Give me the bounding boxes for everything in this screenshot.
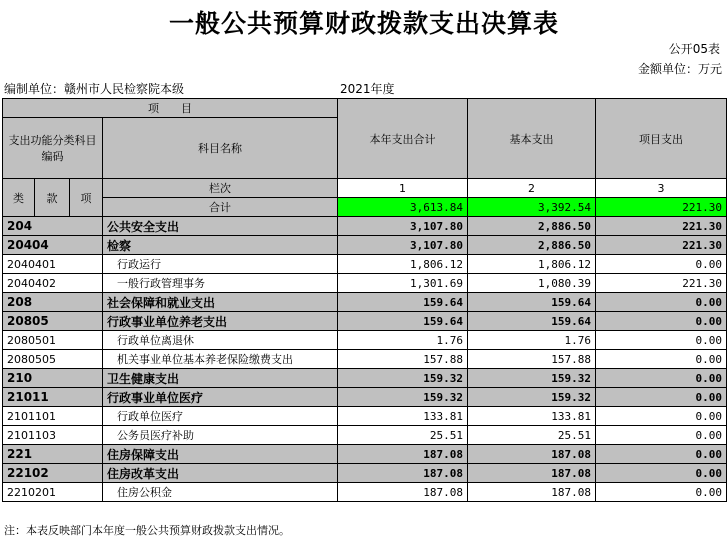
project-expenditure: 0.00 — [596, 369, 727, 388]
subject-code: 2040402 — [3, 274, 103, 293]
subject-name: 卫生健康支出 — [103, 369, 338, 388]
table-row — [3, 274, 727, 293]
table-row — [3, 369, 727, 388]
total-expenditure: 1.76 — [338, 331, 468, 350]
header-item: 项 目 — [3, 99, 338, 118]
subject-code: 2101101 — [3, 407, 103, 426]
total-expenditure: 159.64 — [338, 312, 468, 331]
subject-code: 204 — [3, 217, 103, 236]
total-value-1: 3,613.84 — [338, 198, 468, 217]
total-expenditure: 1,301.69 — [338, 274, 468, 293]
project-expenditure: 221.30 — [596, 217, 727, 236]
header-xiang: 项 — [70, 179, 103, 217]
compiling-unit: 编制单位：赣州市人民检察院本级 — [4, 82, 185, 96]
basic-expenditure: 1,080.39 — [468, 274, 596, 293]
table-row — [3, 388, 727, 407]
header-col-total: 本年支出合计 — [338, 99, 468, 179]
table-row — [3, 255, 727, 274]
project-expenditure: 0.00 — [596, 312, 727, 331]
subject-code: 20805 — [3, 312, 103, 331]
subject-name: 公务员医疗补助 — [103, 426, 338, 445]
total-expenditure: 187.08 — [338, 445, 468, 464]
header-kuan: 款 — [35, 179, 70, 217]
col-number-3: 3 — [596, 179, 727, 198]
col-number-2: 2 — [468, 179, 596, 198]
amount-unit: 金额单位：万元 — [637, 62, 722, 76]
table-row — [3, 217, 727, 236]
basic-expenditure: 157.88 — [468, 350, 596, 369]
project-expenditure: 0.00 — [596, 407, 727, 426]
subject-code: 20404 — [3, 236, 103, 255]
subject-name: 一般行政管理事务 — [103, 274, 338, 293]
basic-expenditure: 133.81 — [468, 407, 596, 426]
total-expenditure: 1,806.12 — [338, 255, 468, 274]
project-expenditure: 0.00 — [596, 445, 727, 464]
subject-name: 机关事业单位基本养老保险缴费支出 — [103, 350, 338, 369]
project-expenditure: 0.00 — [596, 388, 727, 407]
subject-code: 2040401 — [3, 255, 103, 274]
table-row — [3, 464, 727, 483]
subject-name: 行政单位医疗 — [103, 407, 338, 426]
basic-expenditure: 187.08 — [468, 445, 596, 464]
subject-code: 208 — [3, 293, 103, 312]
total-value-3: 221.30 — [596, 198, 727, 217]
col-number-1: 1 — [338, 179, 468, 198]
form-number: 公开05表 — [668, 42, 720, 56]
project-expenditure: 0.00 — [596, 255, 727, 274]
header-func-code: 支出功能分类科目编码 — [3, 118, 103, 179]
subject-name: 公共安全支出 — [103, 217, 338, 236]
subject-code: 210 — [3, 369, 103, 388]
subject-name: 行政事业单位养老支出 — [103, 312, 338, 331]
total-expenditure: 159.32 — [338, 388, 468, 407]
table-row — [3, 331, 727, 350]
footnote: 注：本表反映部门本年度一般公共预算财政拨款支出情况。 — [4, 524, 290, 537]
table-row — [3, 426, 727, 445]
subject-code: 2101103 — [3, 426, 103, 445]
basic-expenditure: 187.08 — [468, 464, 596, 483]
total-expenditure: 25.51 — [338, 426, 468, 445]
table-row — [3, 407, 727, 426]
subject-name: 行政事业单位医疗 — [103, 388, 338, 407]
table-row — [3, 350, 727, 369]
basic-expenditure: 2,886.50 — [468, 217, 596, 236]
basic-expenditure: 187.08 — [468, 483, 596, 502]
header-col-project: 项目支出 — [596, 99, 727, 179]
table-row — [3, 483, 727, 502]
basic-expenditure: 159.64 — [468, 312, 596, 331]
subject-name: 社会保障和就业支出 — [103, 293, 338, 312]
report-title: 一般公共预算财政拨款支出决算表 — [168, 9, 559, 38]
total-expenditure: 3,107.80 — [338, 217, 468, 236]
header-subject-name: 科目名称 — [103, 118, 338, 179]
basic-expenditure: 1.76 — [468, 331, 596, 350]
subject-name: 行政单位离退休 — [103, 331, 338, 350]
subject-name: 行政运行 — [103, 255, 338, 274]
expenditure-table — [2, 98, 727, 502]
basic-expenditure: 159.32 — [468, 369, 596, 388]
row-number-label: 栏次 — [103, 179, 338, 198]
project-expenditure: 0.00 — [596, 331, 727, 350]
basic-expenditure: 1,806.12 — [468, 255, 596, 274]
subject-name: 住房保障支出 — [103, 445, 338, 464]
header-lei: 类 — [3, 179, 35, 217]
subject-name: 住房改革支出 — [103, 464, 338, 483]
total-expenditure: 187.08 — [338, 464, 468, 483]
project-expenditure: 0.00 — [596, 426, 727, 445]
table-row — [3, 445, 727, 464]
subject-name: 住房公积金 — [103, 483, 338, 502]
total-expenditure: 133.81 — [338, 407, 468, 426]
total-expenditure: 159.64 — [338, 293, 468, 312]
table-row — [3, 236, 727, 255]
table-row — [3, 293, 727, 312]
subject-code: 22102 — [3, 464, 103, 483]
project-expenditure: 0.00 — [596, 464, 727, 483]
fiscal-year: 2021年度 — [340, 82, 395, 96]
subject-code: 2080501 — [3, 331, 103, 350]
project-expenditure: 0.00 — [596, 483, 727, 502]
project-expenditure: 221.30 — [596, 236, 727, 255]
table-row — [3, 312, 727, 331]
total-label: 合计 — [103, 198, 338, 217]
basic-expenditure: 159.64 — [468, 293, 596, 312]
total-expenditure: 3,107.80 — [338, 236, 468, 255]
total-value-2: 3,392.54 — [468, 198, 596, 217]
basic-expenditure: 159.32 — [468, 388, 596, 407]
header-col-basic: 基本支出 — [468, 99, 596, 179]
total-expenditure: 159.32 — [338, 369, 468, 388]
subject-name: 检察 — [103, 236, 338, 255]
project-expenditure: 0.00 — [596, 293, 727, 312]
basic-expenditure: 2,886.50 — [468, 236, 596, 255]
subject-code: 221 — [3, 445, 103, 464]
basic-expenditure: 25.51 — [468, 426, 596, 445]
project-expenditure: 0.00 — [596, 350, 727, 369]
total-expenditure: 157.88 — [338, 350, 468, 369]
subject-code: 21011 — [3, 388, 103, 407]
project-expenditure: 221.30 — [596, 274, 727, 293]
subject-code: 2210201 — [3, 483, 103, 502]
total-expenditure: 187.08 — [338, 483, 468, 502]
subject-code: 2080505 — [3, 350, 103, 369]
